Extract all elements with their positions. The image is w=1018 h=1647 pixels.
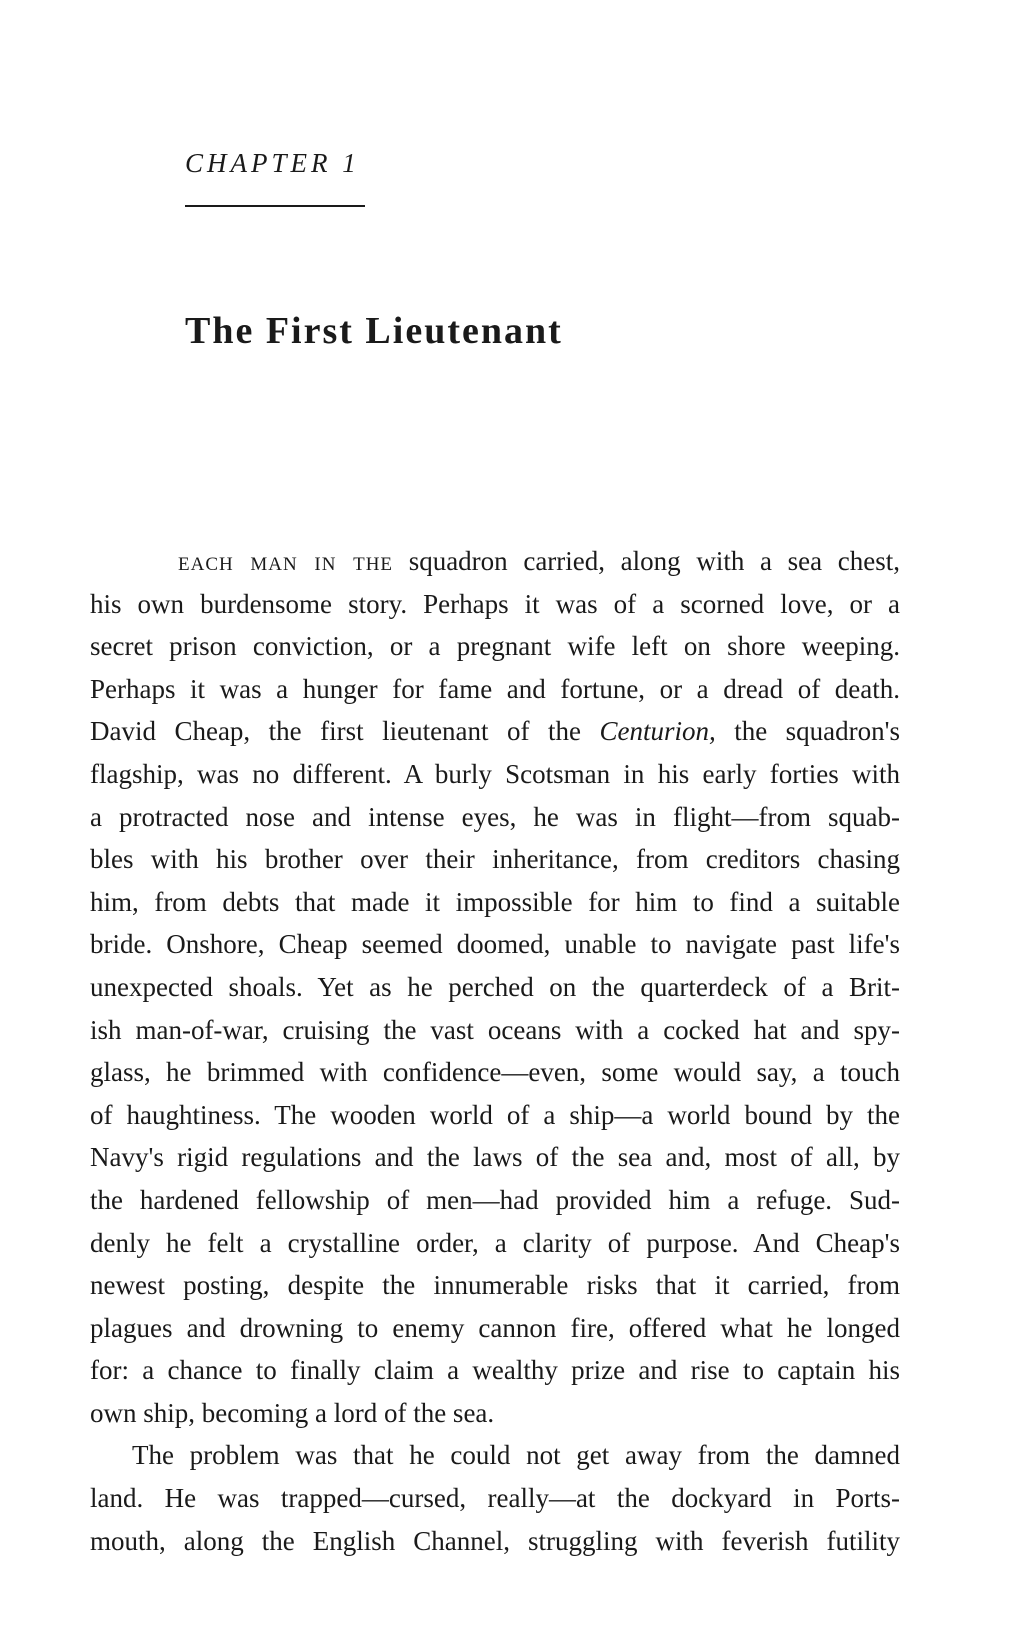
text-line: unexpected shoals. Yet as he perched on the quarterdeck of a Brit- xyxy=(90,971,900,1002)
text-line xyxy=(90,540,900,583)
text-line: own ship, becoming a lord of the sea. xyxy=(90,1397,495,1428)
text-segment: the squadron's xyxy=(715,716,901,747)
body-text xyxy=(90,540,900,1562)
text-line: The problem was that he could not get away from the damned xyxy=(132,1440,900,1471)
text-line: the hardened fellowship of men—had provided him a refuge. Sud- xyxy=(90,1184,900,1215)
text-line: for: a chance to finally claim a wealthy prize and rise to captain his xyxy=(90,1355,900,1386)
text-line: Perhaps it was a hunger for fame and fortune, or a dread of death. xyxy=(90,673,900,704)
text-line: him, from debts that made it impossible for him to find a suitable xyxy=(90,886,900,917)
text-line: of haughtiness. The wooden world of a ship—a world bound by the xyxy=(90,1099,900,1130)
text-line: plagues and drowning to enemy cannon fire, offered what he longed xyxy=(90,1312,900,1343)
paragraph-1 xyxy=(90,540,900,1434)
text-line: land. He was trapped—cursed, really—at the dockyard in Ports- xyxy=(90,1483,900,1514)
text-line: Navy's rigid regulations and the laws of the sea and, most of all, by xyxy=(90,1142,900,1173)
text-line: his own burdensome story. Perhaps it was of a scorned love, or a xyxy=(90,588,900,619)
opening-smallcaps: each man in the xyxy=(178,546,394,576)
text-line: flagship, was no different. A burly Scotsman in his early forties with xyxy=(90,758,900,789)
text-line: secret prison conviction, or a pregnant wife left on shore weeping. xyxy=(90,631,900,662)
text-line: newest posting, despite the innumerable risks that it carried, from xyxy=(90,1270,900,1301)
chapter-title: The First Lieutenant xyxy=(185,310,563,352)
text-line: denly he felt a crystalline order, a clarity of purpose. And Cheap's xyxy=(90,1227,900,1258)
chapter-label: CHAPTER 1 xyxy=(185,148,360,178)
text-segment: squadron carried, along with a sea chest, xyxy=(393,546,900,576)
chapter-rule xyxy=(185,205,365,207)
text-line: glass, he brimmed with confidence—even, some would say, a touch xyxy=(90,1057,900,1088)
text-line: bride. Onshore, Cheap seemed doomed, unable to navigate past life's xyxy=(90,929,900,960)
text-line: bles with his brother over their inheritance, from creditors chasing xyxy=(90,844,900,875)
text-line: a protracted nose and intense eyes, he was in flight—from squab- xyxy=(90,801,900,832)
text-line: mouth, along the English Channel, struggling with feverish futility xyxy=(90,1525,900,1556)
text-line xyxy=(90,710,900,753)
text-line: ish man-of-war, cruising the vast oceans with a cocked hat and spy- xyxy=(90,1014,900,1045)
ship-name: Centurion, xyxy=(599,716,716,747)
paragraph-2 xyxy=(90,1434,900,1562)
text-segment: David Cheap, the first lieutenant of the xyxy=(90,716,600,747)
